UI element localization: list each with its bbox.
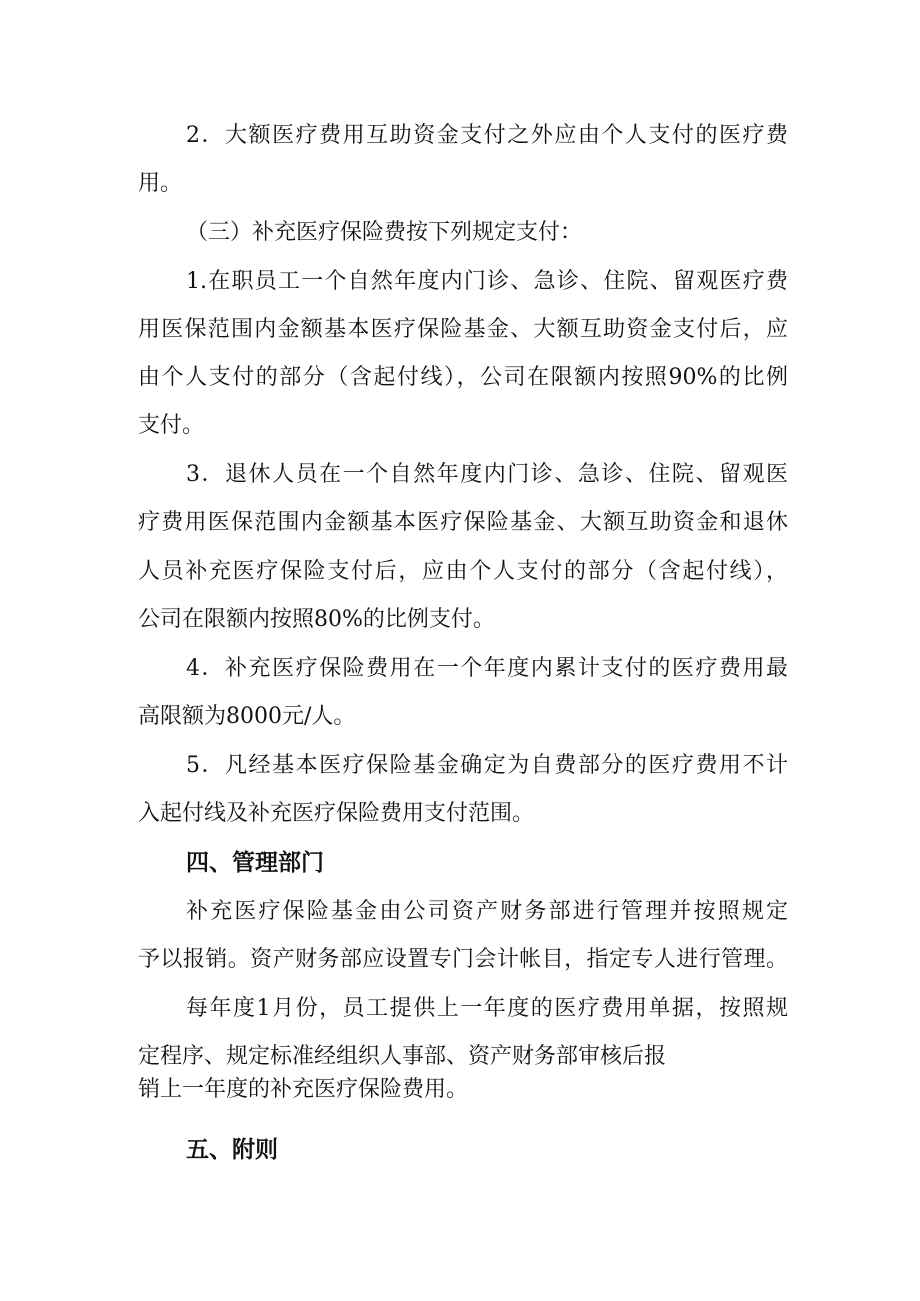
paragraph-line: 1.在职员工一个自然年度内门诊、急诊、住院、留观医疗费 xyxy=(186,269,788,294)
paragraph-line: 入起付线及补充医疗保险费用支付范围。 xyxy=(138,801,535,826)
paragraph-line: 3．退休人员在一个自然年度内门诊、急诊、住院、留观医 xyxy=(186,462,788,487)
paragraph-line: 2．大额医疗费用互助资金支付之外应由个人支付的医疗费 xyxy=(186,123,788,148)
paragraph-line: 支付。 xyxy=(138,413,205,438)
paragraph-line: 用医保范围内金额基本医疗保险基金、大额互助资金支付后，应 xyxy=(138,317,788,342)
paragraph-line: 公司在限额内按照80%的比例支付。 xyxy=(138,607,495,632)
subsection-title: （三）补充医疗保险费按下列规定支付： xyxy=(186,220,583,245)
paragraph-line: 予以报销。资产财务部应设置专门会计帐目，指定专人进行管理。 xyxy=(138,947,788,972)
paragraph-line: 定程序、规定标准经组织人事部、资产财务部审核后报 xyxy=(138,1044,667,1069)
paragraph-line: 用。 xyxy=(138,171,183,196)
section-heading: 五、附则 xyxy=(186,1137,278,1163)
paragraph-line: 5．凡经基本医疗保险基金确定为自费部分的医疗费用不计 xyxy=(186,753,788,778)
paragraph-line: 由个人支付的部分（含起付线），公司在限额内按照90%的比例 xyxy=(138,365,788,390)
paragraph-line: 销上一年度的补充医疗保险费用。 xyxy=(138,1077,469,1102)
paragraph-line: 高限额为8000元/人。 xyxy=(138,704,356,729)
paragraph-line: 4．补充医疗保险费用在一个年度内累计支付的医疗费用最 xyxy=(186,656,788,681)
paragraph-line: 每年度1月份，员工提供上一年度的医疗费用单据，按照规 xyxy=(186,996,788,1021)
paragraph-line: 补充医疗保险基金由公司资产财务部进行管理并按照规定 xyxy=(186,899,788,924)
paragraph-line: 人员补充医疗保险支付后，应由个人支付的部分（含起付线）， xyxy=(138,559,788,584)
paragraph-line: 疗费用医保范围内金额基本医疗保险基金、大额互助资金和退休 xyxy=(138,510,788,535)
section-heading: 四、管理部门 xyxy=(186,850,324,876)
